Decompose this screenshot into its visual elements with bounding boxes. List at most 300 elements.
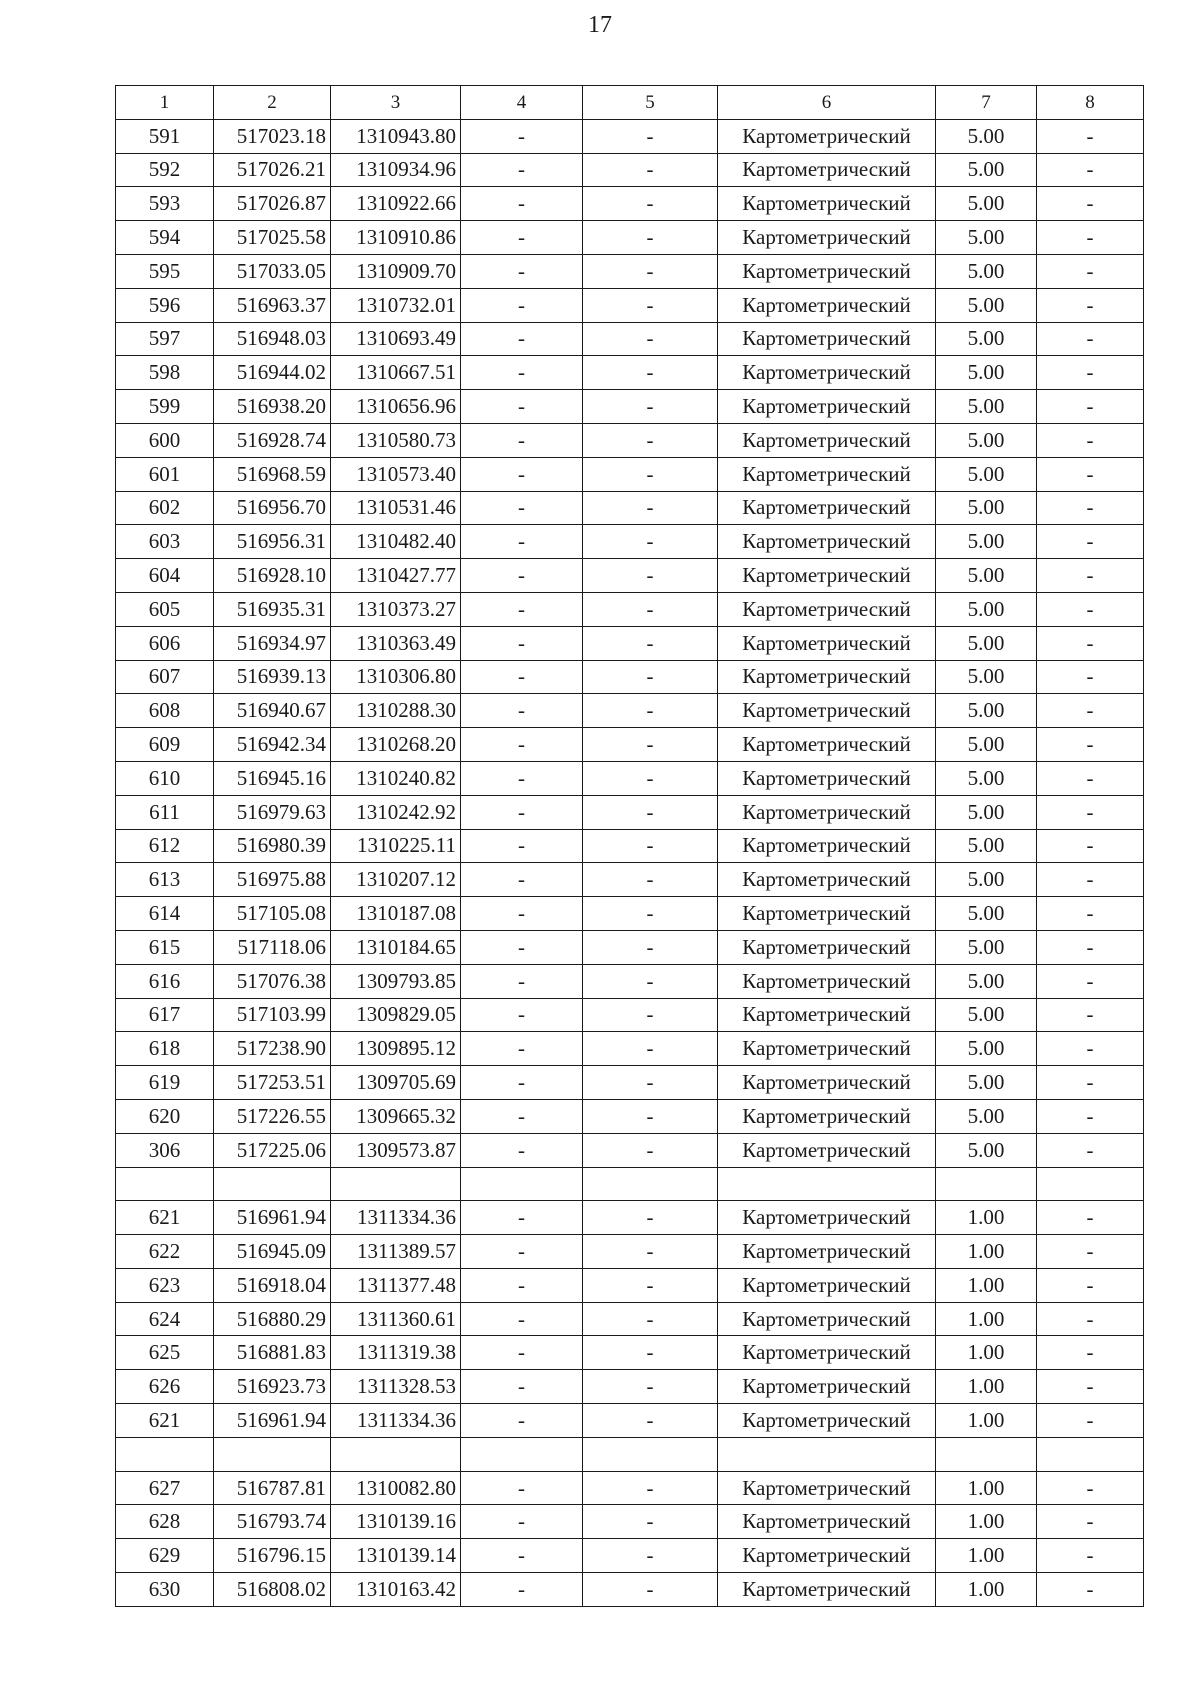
y-coordinate-cell: 1310580.73 [331, 423, 461, 457]
y-coordinate-cell: 1311319.38 [331, 1336, 461, 1370]
method-cell: Картометрический [718, 795, 936, 829]
column-4-cell: - [461, 1505, 583, 1539]
table-row [116, 187, 1144, 221]
accuracy-cell [936, 1167, 1037, 1201]
method-cell: Картометрический [718, 660, 936, 694]
method-cell: Картометрический [718, 1539, 936, 1573]
y-coordinate-cell: 1311328.53 [331, 1370, 461, 1404]
y-coordinate-cell: 1310934.96 [331, 153, 461, 187]
method-cell: Картометрический [718, 356, 936, 390]
accuracy-cell: 5.00 [936, 322, 1037, 356]
table-row [116, 592, 1144, 626]
point-number-cell: 622 [116, 1235, 214, 1269]
accuracy-cell: 5.00 [936, 423, 1037, 457]
x-coordinate-cell: 516942.34 [214, 728, 331, 762]
x-coordinate-cell: 517026.21 [214, 153, 331, 187]
coordinates-table [115, 85, 1144, 1607]
method-cell: Картометрический [718, 964, 936, 998]
table-row [116, 390, 1144, 424]
column-5-cell: - [583, 559, 718, 593]
accuracy-cell: 5.00 [936, 863, 1037, 897]
method-cell [718, 1437, 936, 1471]
x-coordinate-cell: 516880.29 [214, 1302, 331, 1336]
point-number-cell: 627 [116, 1471, 214, 1505]
column-5-cell: - [583, 288, 718, 322]
x-coordinate-cell: 516808.02 [214, 1573, 331, 1607]
column-4-cell: - [461, 795, 583, 829]
table-row [116, 491, 1144, 525]
point-number-cell: 613 [116, 863, 214, 897]
method-cell: Картометрический [718, 1268, 936, 1302]
column-8-cell: - [1037, 525, 1144, 559]
method-cell: Картометрический [718, 1201, 936, 1235]
method-cell: Картометрический [718, 1032, 936, 1066]
table-row [116, 1404, 1144, 1438]
column-5-cell: - [583, 694, 718, 728]
column-5-cell: - [583, 119, 718, 153]
table-row [116, 728, 1144, 762]
x-coordinate-cell: 516940.67 [214, 694, 331, 728]
point-number-cell: 616 [116, 964, 214, 998]
column-4-cell: - [461, 390, 583, 424]
column-4-cell: - [461, 288, 583, 322]
table-header-row [116, 86, 1144, 120]
column-5-cell: - [583, 761, 718, 795]
accuracy-cell: 5.00 [936, 491, 1037, 525]
x-coordinate-cell: 516945.16 [214, 761, 331, 795]
table-row [116, 457, 1144, 491]
method-cell: Картометрический [718, 829, 936, 863]
accuracy-cell: 1.00 [936, 1302, 1037, 1336]
accuracy-cell: 5.00 [936, 390, 1037, 424]
y-coordinate-cell: 1310306.80 [331, 660, 461, 694]
point-number-cell: 600 [116, 423, 214, 457]
table-row [116, 322, 1144, 356]
column-8-cell: - [1037, 795, 1144, 829]
method-cell: Картометрический [718, 254, 936, 288]
y-coordinate-cell: 1310573.40 [331, 457, 461, 491]
y-coordinate-cell: 1310163.42 [331, 1573, 461, 1607]
column-5-cell: - [583, 153, 718, 187]
table-row [116, 1235, 1144, 1269]
accuracy-cell: 5.00 [936, 525, 1037, 559]
x-coordinate-cell: 516928.74 [214, 423, 331, 457]
method-cell: Картометрический [718, 390, 936, 424]
column-8-cell [1037, 1167, 1144, 1201]
x-coordinate-cell: 516961.94 [214, 1201, 331, 1235]
column-4-cell: - [461, 1302, 583, 1336]
y-coordinate-cell: 1310184.65 [331, 930, 461, 964]
column-8-cell: - [1037, 592, 1144, 626]
column-5-cell: - [583, 525, 718, 559]
y-coordinate-cell: 1310667.51 [331, 356, 461, 390]
y-coordinate-cell: 1310363.49 [331, 626, 461, 660]
y-coordinate-cell: 1310656.96 [331, 390, 461, 424]
method-cell: Картометрический [718, 1133, 936, 1167]
y-coordinate-cell: 1310910.86 [331, 221, 461, 255]
table-row [116, 863, 1144, 897]
point-number-cell: 593 [116, 187, 214, 221]
x-coordinate-cell: 516923.73 [214, 1370, 331, 1404]
x-coordinate-cell: 516961.94 [214, 1404, 331, 1438]
point-number-cell: 619 [116, 1066, 214, 1100]
column-4-cell: - [461, 694, 583, 728]
column-5-cell: - [583, 626, 718, 660]
x-coordinate-cell: 517023.18 [214, 119, 331, 153]
column-5-cell: - [583, 1133, 718, 1167]
point-number-cell: 620 [116, 1099, 214, 1133]
column-4-cell: - [461, 592, 583, 626]
column-4-cell: - [461, 728, 583, 762]
column-8-cell: - [1037, 1573, 1144, 1607]
column-4-cell: - [461, 153, 583, 187]
table-row [116, 930, 1144, 964]
column-4-cell: - [461, 1032, 583, 1066]
column-8-cell: - [1037, 1404, 1144, 1438]
accuracy-cell: 5.00 [936, 356, 1037, 390]
method-cell: Картометрический [718, 559, 936, 593]
point-number-cell: 621 [116, 1404, 214, 1438]
column-5-cell [583, 1437, 718, 1471]
x-coordinate-cell: 517076.38 [214, 964, 331, 998]
column-8-cell: - [1037, 1201, 1144, 1235]
column-5-cell: - [583, 423, 718, 457]
point-number-cell: 628 [116, 1505, 214, 1539]
column-5-cell: - [583, 897, 718, 931]
method-cell: Картометрический [718, 491, 936, 525]
y-coordinate-cell: 1310268.20 [331, 728, 461, 762]
method-cell: Картометрический [718, 1573, 936, 1607]
x-coordinate-cell: 516975.88 [214, 863, 331, 897]
y-coordinate-cell: 1309665.32 [331, 1099, 461, 1133]
column-8-cell: - [1037, 187, 1144, 221]
x-coordinate-cell: 516968.59 [214, 457, 331, 491]
x-coordinate-cell: 516935.31 [214, 592, 331, 626]
column-header: 1 [116, 86, 214, 120]
table-row [116, 1099, 1144, 1133]
table-row [116, 1573, 1144, 1607]
column-4-cell: - [461, 322, 583, 356]
column-8-cell: - [1037, 626, 1144, 660]
point-number-cell: 597 [116, 322, 214, 356]
table-row [116, 1471, 1144, 1505]
method-cell: Картометрический [718, 288, 936, 322]
x-coordinate-cell: 516796.15 [214, 1539, 331, 1573]
accuracy-cell: 5.00 [936, 153, 1037, 187]
column-5-cell: - [583, 1471, 718, 1505]
column-4-cell: - [461, 457, 583, 491]
column-8-cell: - [1037, 1099, 1144, 1133]
y-coordinate-cell: 1311360.61 [331, 1302, 461, 1336]
point-number-cell: 625 [116, 1336, 214, 1370]
method-cell: Картометрический [718, 998, 936, 1032]
column-5-cell: - [583, 390, 718, 424]
x-coordinate-cell: 517105.08 [214, 897, 331, 931]
point-number-cell: 596 [116, 288, 214, 322]
column-4-cell: - [461, 254, 583, 288]
column-4-cell: - [461, 221, 583, 255]
column-8-cell: - [1037, 1133, 1144, 1167]
point-number-cell: 612 [116, 829, 214, 863]
column-4-cell: - [461, 863, 583, 897]
column-4-cell: - [461, 1268, 583, 1302]
column-5-cell: - [583, 1099, 718, 1133]
column-5-cell: - [583, 1235, 718, 1269]
table-row [116, 221, 1144, 255]
table-row [116, 964, 1144, 998]
point-number-cell: 623 [116, 1268, 214, 1302]
y-coordinate-cell: 1309793.85 [331, 964, 461, 998]
table-row [116, 1539, 1144, 1573]
column-5-cell: - [583, 930, 718, 964]
x-coordinate-cell: 516787.81 [214, 1471, 331, 1505]
column-5-cell: - [583, 1032, 718, 1066]
x-coordinate-cell: 516945.09 [214, 1235, 331, 1269]
column-8-cell: - [1037, 1032, 1144, 1066]
point-number-cell: 618 [116, 1032, 214, 1066]
method-cell [718, 1167, 936, 1201]
x-coordinate-cell: 516956.31 [214, 525, 331, 559]
point-number-cell: 606 [116, 626, 214, 660]
table-row [116, 1370, 1144, 1404]
x-coordinate-cell [214, 1437, 331, 1471]
column-4-cell: - [461, 1099, 583, 1133]
y-coordinate-cell: 1311389.57 [331, 1235, 461, 1269]
method-cell: Картометрический [718, 1404, 936, 1438]
column-4-cell: - [461, 1336, 583, 1370]
method-cell: Картометрический [718, 187, 936, 221]
method-cell: Картометрический [718, 1066, 936, 1100]
column-5-cell: - [583, 356, 718, 390]
x-coordinate-cell: 517226.55 [214, 1099, 331, 1133]
y-coordinate-cell [331, 1437, 461, 1471]
column-8-cell: - [1037, 998, 1144, 1032]
method-cell: Картометрический [718, 1302, 936, 1336]
point-number-cell: 595 [116, 254, 214, 288]
accuracy-cell: 1.00 [936, 1404, 1037, 1438]
method-cell: Картометрический [718, 626, 936, 660]
column-5-cell [583, 1167, 718, 1201]
column-5-cell: - [583, 964, 718, 998]
accuracy-cell: 1.00 [936, 1201, 1037, 1235]
method-cell: Картометрический [718, 863, 936, 897]
column-8-cell: - [1037, 660, 1144, 694]
point-number-cell: 603 [116, 525, 214, 559]
x-coordinate-cell: 517026.87 [214, 187, 331, 221]
accuracy-cell: 5.00 [936, 119, 1037, 153]
y-coordinate-cell: 1309829.05 [331, 998, 461, 1032]
column-5-cell: - [583, 1404, 718, 1438]
column-8-cell: - [1037, 829, 1144, 863]
column-8-cell: - [1037, 491, 1144, 525]
point-number-cell: 630 [116, 1573, 214, 1607]
column-5-cell: - [583, 660, 718, 694]
table-row [116, 1437, 1144, 1471]
point-number-cell: 617 [116, 998, 214, 1032]
y-coordinate-cell: 1311334.36 [331, 1201, 461, 1235]
column-4-cell: - [461, 525, 583, 559]
point-number-cell: 621 [116, 1201, 214, 1235]
column-4-cell: - [461, 187, 583, 221]
table-row [116, 288, 1144, 322]
y-coordinate-cell: 1310732.01 [331, 288, 461, 322]
accuracy-cell: 5.00 [936, 592, 1037, 626]
table-row [116, 1336, 1144, 1370]
point-number-cell: 306 [116, 1133, 214, 1167]
x-coordinate-cell: 516928.10 [214, 559, 331, 593]
accuracy-cell: 5.00 [936, 897, 1037, 931]
x-coordinate-cell: 516963.37 [214, 288, 331, 322]
column-8-cell: - [1037, 457, 1144, 491]
x-coordinate-cell: 516979.63 [214, 795, 331, 829]
y-coordinate-cell: 1310082.80 [331, 1471, 461, 1505]
column-8-cell: - [1037, 1539, 1144, 1573]
point-number-cell: 608 [116, 694, 214, 728]
x-coordinate-cell: 516944.02 [214, 356, 331, 390]
column-header: 2 [214, 86, 331, 120]
column-header: 4 [461, 86, 583, 120]
y-coordinate-cell: 1310187.08 [331, 897, 461, 931]
accuracy-cell: 5.00 [936, 998, 1037, 1032]
column-8-cell: - [1037, 1471, 1144, 1505]
x-coordinate-cell: 516980.39 [214, 829, 331, 863]
column-4-cell: - [461, 626, 583, 660]
column-4-cell: - [461, 1573, 583, 1607]
column-header: 7 [936, 86, 1037, 120]
column-8-cell: - [1037, 863, 1144, 897]
column-4-cell: - [461, 897, 583, 931]
table-row [116, 660, 1144, 694]
method-cell: Картометрический [718, 930, 936, 964]
table-row [116, 525, 1144, 559]
y-coordinate-cell: 1310242.92 [331, 795, 461, 829]
table-row [116, 761, 1144, 795]
table-row [116, 897, 1144, 931]
column-5-cell: - [583, 1302, 718, 1336]
column-8-cell: - [1037, 254, 1144, 288]
column-8-cell: - [1037, 153, 1144, 187]
y-coordinate-cell: 1310531.46 [331, 491, 461, 525]
table-row [116, 119, 1144, 153]
x-coordinate-cell: 517225.06 [214, 1133, 331, 1167]
method-cell: Картометрический [718, 119, 936, 153]
point-number-cell: 598 [116, 356, 214, 390]
column-8-cell: - [1037, 559, 1144, 593]
point-number-cell: 610 [116, 761, 214, 795]
column-5-cell: - [583, 254, 718, 288]
column-4-cell: - [461, 761, 583, 795]
y-coordinate-cell: 1311334.36 [331, 1404, 461, 1438]
column-8-cell: - [1037, 964, 1144, 998]
accuracy-cell: 5.00 [936, 457, 1037, 491]
accuracy-cell: 5.00 [936, 694, 1037, 728]
point-number-cell: 592 [116, 153, 214, 187]
method-cell: Картометрический [718, 592, 936, 626]
column-5-cell: - [583, 1336, 718, 1370]
column-8-cell: - [1037, 1268, 1144, 1302]
accuracy-cell: 5.00 [936, 660, 1037, 694]
column-8-cell: - [1037, 728, 1144, 762]
column-8-cell [1037, 1437, 1144, 1471]
table-row [116, 356, 1144, 390]
x-coordinate-cell [214, 1167, 331, 1201]
accuracy-cell: 1.00 [936, 1235, 1037, 1269]
x-coordinate-cell: 517253.51 [214, 1066, 331, 1100]
column-5-cell: - [583, 1539, 718, 1573]
column-4-cell: - [461, 829, 583, 863]
point-number-cell [116, 1167, 214, 1201]
table-row [116, 1268, 1144, 1302]
method-cell: Картометрический [718, 457, 936, 491]
column-8-cell: - [1037, 288, 1144, 322]
accuracy-cell: 1.00 [936, 1268, 1037, 1302]
column-8-cell: - [1037, 423, 1144, 457]
column-5-cell: - [583, 829, 718, 863]
column-4-cell: - [461, 998, 583, 1032]
x-coordinate-cell: 517118.06 [214, 930, 331, 964]
table-row [116, 1032, 1144, 1066]
table-row [116, 1167, 1144, 1201]
y-coordinate-cell: 1310427.77 [331, 559, 461, 593]
accuracy-cell: 5.00 [936, 795, 1037, 829]
x-coordinate-cell: 516948.03 [214, 322, 331, 356]
accuracy-cell: 5.00 [936, 1133, 1037, 1167]
accuracy-cell: 1.00 [936, 1370, 1037, 1404]
y-coordinate-cell: 1310922.66 [331, 187, 461, 221]
table-body [116, 86, 1144, 1607]
column-5-cell: - [583, 1268, 718, 1302]
method-cell: Картометрический [718, 525, 936, 559]
accuracy-cell: 5.00 [936, 1032, 1037, 1066]
point-number-cell: 594 [116, 221, 214, 255]
point-number-cell: 604 [116, 559, 214, 593]
table-row [116, 998, 1144, 1032]
table-row [116, 694, 1144, 728]
x-coordinate-cell: 516934.97 [214, 626, 331, 660]
point-number-cell: 624 [116, 1302, 214, 1336]
column-8-cell: - [1037, 1336, 1144, 1370]
column-5-cell: - [583, 998, 718, 1032]
method-cell: Картометрический [718, 897, 936, 931]
x-coordinate-cell: 517238.90 [214, 1032, 331, 1066]
table-row [116, 254, 1144, 288]
table-row [116, 153, 1144, 187]
y-coordinate-cell: 1310943.80 [331, 119, 461, 153]
method-cell: Картометрический [718, 1471, 936, 1505]
column-header: 8 [1037, 86, 1144, 120]
column-4-cell: - [461, 660, 583, 694]
column-4-cell: - [461, 930, 583, 964]
column-5-cell: - [583, 795, 718, 829]
accuracy-cell [936, 1437, 1037, 1471]
column-8-cell: - [1037, 356, 1144, 390]
method-cell: Картометрический [718, 694, 936, 728]
table-row [116, 1302, 1144, 1336]
y-coordinate-cell: 1309895.12 [331, 1032, 461, 1066]
accuracy-cell: 5.00 [936, 187, 1037, 221]
column-8-cell: - [1037, 930, 1144, 964]
column-4-cell: - [461, 423, 583, 457]
column-header: 3 [331, 86, 461, 120]
accuracy-cell: 1.00 [936, 1505, 1037, 1539]
x-coordinate-cell: 516881.83 [214, 1336, 331, 1370]
method-cell: Картометрический [718, 1505, 936, 1539]
column-8-cell: - [1037, 221, 1144, 255]
column-8-cell: - [1037, 119, 1144, 153]
method-cell: Картометрический [718, 1336, 936, 1370]
page-number: 17 [588, 12, 612, 38]
y-coordinate-cell: 1309573.87 [331, 1133, 461, 1167]
